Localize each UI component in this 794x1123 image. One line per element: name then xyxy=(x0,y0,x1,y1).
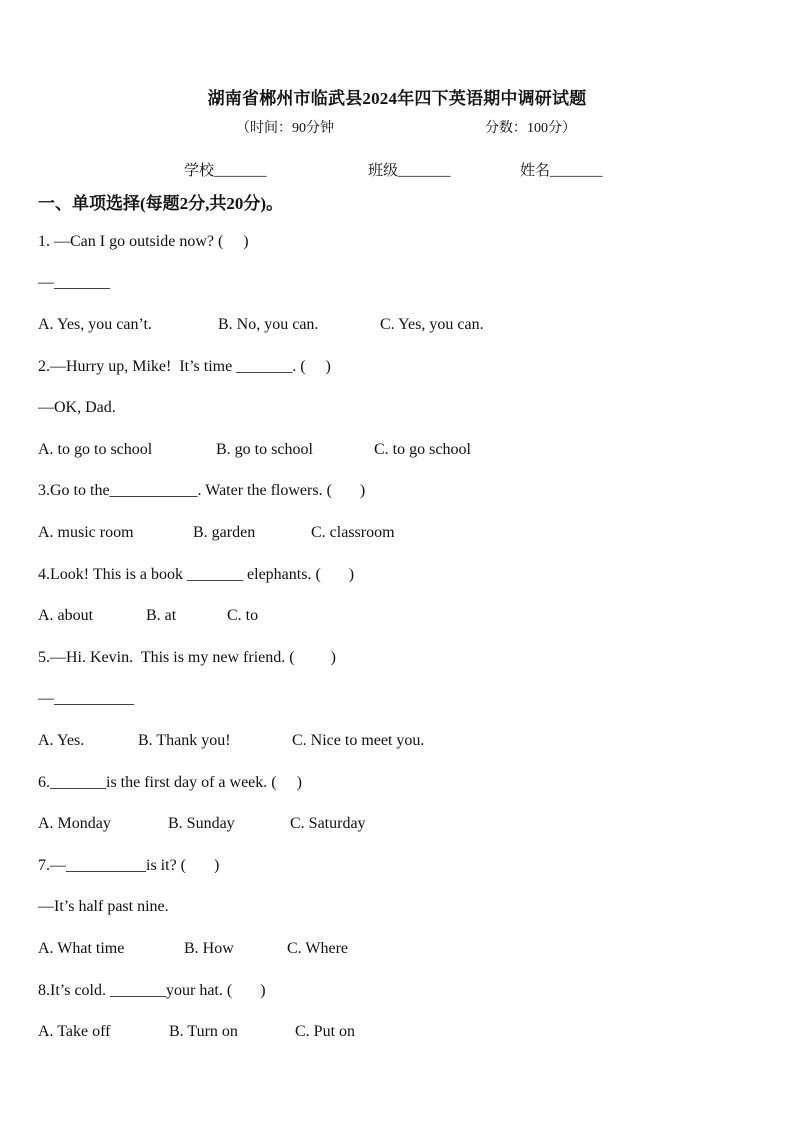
question-stem: 5.—Hi. Kevin. This is my new friend. ( ) xyxy=(38,649,336,666)
section-heading: 一、单项选择(每题2分,共20分)。 xyxy=(38,194,284,213)
page-title: 湖南省郴州市临武县2024年四下英语期中调研试题 xyxy=(207,89,587,108)
options-row xyxy=(38,732,758,754)
question-stem: 1. —Can I go outside now? ( ) xyxy=(38,233,249,250)
reply-line: —It’s half past nine. xyxy=(38,898,169,915)
option-c: C. classroom xyxy=(311,524,395,541)
school-field: 学校_______ xyxy=(184,163,267,179)
name-field: 姓名_______ xyxy=(520,163,603,179)
option-c: C. to go school xyxy=(374,441,471,458)
option-b: B. Thank you! xyxy=(138,732,231,749)
option-c: C. Nice to meet you. xyxy=(292,732,425,749)
exam-score: 分数：100分） xyxy=(485,121,576,136)
option-a: A. Take off xyxy=(38,1023,111,1040)
option-c: C. Saturday xyxy=(290,815,366,832)
question-stem: 7.—__________is it? ( ) xyxy=(38,857,220,874)
option-b: B. go to school xyxy=(216,441,313,458)
option-c: C. to xyxy=(227,607,259,624)
option-b: B. No, you can. xyxy=(218,316,319,333)
options-row xyxy=(38,815,758,837)
question-stem: 2.—Hurry up, Mike! It’s time _______. ( ) xyxy=(38,358,331,375)
option-a: A. Yes, you can’t. xyxy=(38,316,152,333)
options-row xyxy=(38,524,758,546)
option-a: A. about xyxy=(38,607,94,624)
question-stem: 8.It’s cold. _______your hat. ( ) xyxy=(38,982,266,999)
option-b: B. Sunday xyxy=(168,815,235,832)
option-c: C. Where xyxy=(287,940,349,957)
option-a: A. What time xyxy=(38,940,125,957)
option-a: A. music room xyxy=(38,524,134,541)
option-c: C. Put on xyxy=(295,1023,356,1040)
reply-line: —OK, Dad. xyxy=(38,399,116,416)
question-stem: 4.Look! This is a book _______ elephants. ( ) xyxy=(38,566,355,583)
option-c: C. Yes, you can. xyxy=(380,316,484,333)
option-a: A. to go to school xyxy=(38,441,153,458)
options-row xyxy=(38,940,758,962)
option-b: B. Turn on xyxy=(169,1023,238,1040)
options-row xyxy=(38,607,758,629)
answer-blank: —__________ xyxy=(38,690,134,707)
class-field: 班级_______ xyxy=(368,163,451,179)
option-a: A. Yes. xyxy=(38,732,85,749)
option-b: B. garden xyxy=(193,524,256,541)
answer-blank: —_______ xyxy=(38,274,110,291)
options-row xyxy=(38,316,758,338)
exam-time: （时间：90分钟 xyxy=(236,121,334,136)
exam-meta xyxy=(236,117,576,137)
option-a: A. Monday xyxy=(38,815,111,832)
option-b: B. at xyxy=(146,607,177,624)
question-stem: 3.Go to the___________. Water the flowers. ( ) xyxy=(38,482,366,499)
question-stem: 6._______is the first day of a week. ( ) xyxy=(38,774,302,791)
options-row xyxy=(38,441,758,463)
options-row xyxy=(38,1023,758,1045)
option-b: B. How xyxy=(184,940,234,957)
